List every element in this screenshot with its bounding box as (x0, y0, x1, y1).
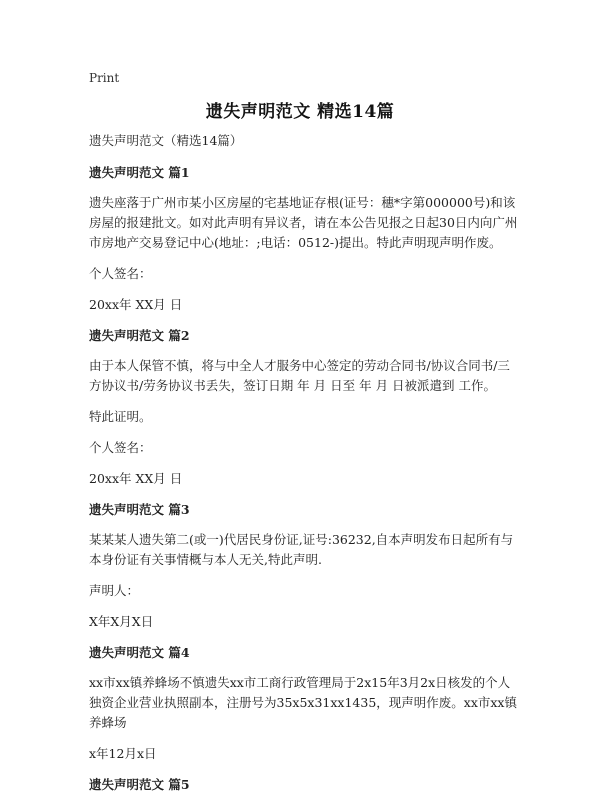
section-paragraph: 某某某人遗失第二(或一)代居民身份证,证号:36232,自本声明发布日起所有与本身份证有关事情概与本人无关,特此声明. (89, 532, 514, 567)
section-heading: 遗失声明范文 篇5 (89, 777, 190, 792)
section-4 (89, 643, 519, 764)
section-5 (89, 775, 519, 795)
section-3 (89, 500, 519, 632)
section-paragraph: 遗失座落于广州市某小区房屋的宅基地证存根(证号：穗*字第000000号)和该房屋的报建批文。如对此声明有异议者，请在本公告见报之日起30日内向广州市房地产交易登记中心(地址：;电话：0512-)提出。特此声明现声明作废。 (89, 195, 518, 250)
section-2 (89, 326, 519, 489)
section-1 (89, 163, 519, 315)
section-heading: 遗失声明范文 篇2 (89, 328, 190, 343)
section-paragraph: 特此证明。 (89, 409, 152, 424)
section-heading: 遗失声明范文 篇3 (89, 502, 190, 517)
section-paragraph: xx市xx镇养蜂场不慎遗失xx市工商行政管理局于2x15年3月2x日核发的个人独资企业营业执照副本，注册号为35x5x31xx1435，现声明作废。xx市xx镇养蜂场 (89, 675, 517, 730)
document-title: 遗失声明范文 精选14篇 (205, 102, 395, 122)
date-line: X年X月X日 (89, 614, 154, 629)
signature-label: 个人签名： (89, 266, 152, 281)
date-line: 20xx年 XX月 日 (89, 471, 183, 486)
section-heading: 遗失声明范文 篇1 (89, 165, 190, 180)
signature-label: 声明人： (89, 583, 140, 598)
signature-label: 个人签名： (89, 440, 152, 455)
section-heading: 遗失声明范文 篇4 (89, 645, 190, 660)
document-subtitle: 遗失声明范文（精选14篇） (89, 133, 243, 148)
document-body (89, 131, 519, 805)
print-link[interactable]: Print (89, 71, 120, 85)
section-paragraph: 由于本人保管不慎，将与中全人才服务中心签定的劳动合同书/协议合同书/三方协议书/劳务协议书丢失，签订日期 年 月 日至 年 月 日被派遣到 工作。 (89, 358, 510, 393)
date-line: x年12月x日 (89, 746, 157, 761)
date-line: 20xx年 XX月 日 (89, 297, 183, 312)
